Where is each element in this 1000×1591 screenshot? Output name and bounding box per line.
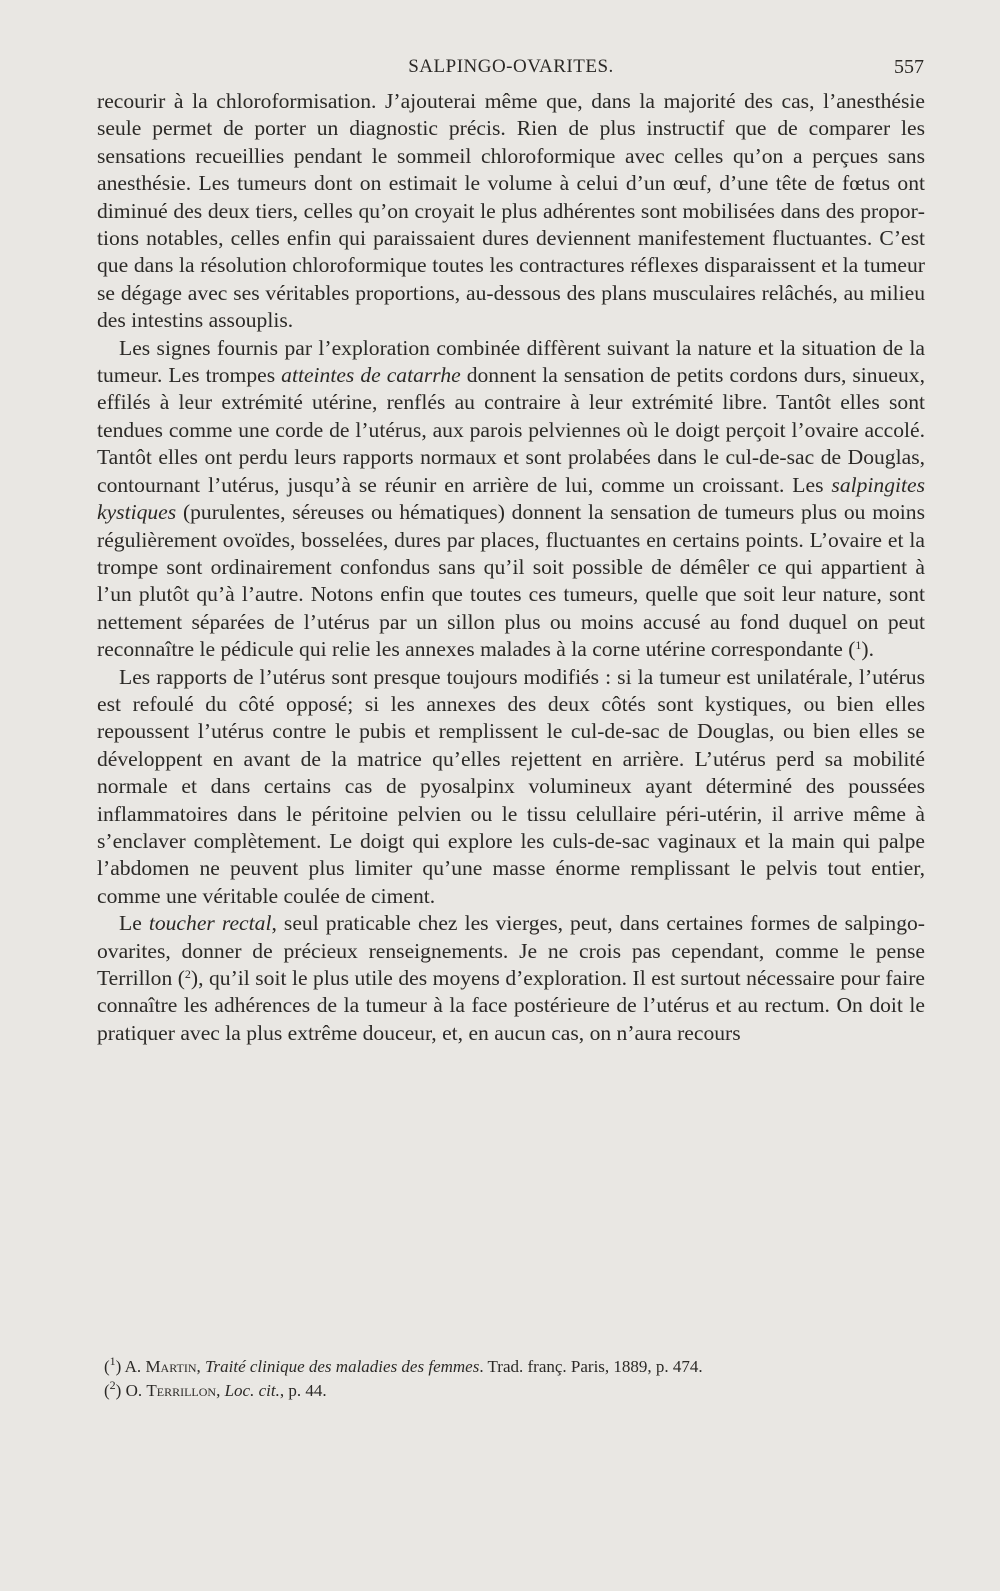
footnote-2-sep: , xyxy=(216,1381,225,1400)
paragraph-4-text-b: , seul praticable chez les vierges, peut, dans certaines formes de salpingo-ovarites, donner de précieux renseignements. Je ne crois pas cependant, comme le pense Terrillon ( xyxy=(97,911,925,990)
body-text xyxy=(97,88,925,1047)
paragraph-4-italic-1: toucher rectal xyxy=(148,911,272,936)
footnote-2: ($^2$) O. Terrillon, Loc. cit., p. 44. xyxy=(104,1378,327,1400)
footnote-1-title: Traité clinique des maladies des femmes xyxy=(205,1357,480,1376)
footnote-1-mark: 1 xyxy=(109,1354,116,1368)
paragraph-2 xyxy=(97,335,925,664)
page-header xyxy=(98,52,924,86)
paragraph-1-text: recourir à la chloroformisation. J’ajouterai même que, dans la majorité des cas, l’anesthésie seule permet de porter un diagnostic précis. Rien de plus instructif que de comparer les sensations recueillies pendant le sommeil chloroformique avec celles qu’on a perçues sans anesthésie. Les tumeurs dont on estimait le volume à celui d’un œuf, d’une tête de fœtus ont diminué des deux tiers, celles qu’on croyait le plus adhérentes sont mobilisées dans des proportions notables, celles enfin qui paraissaient dures deviennent manifestement fluctuantes. C’est que dans la résolution chloroformique toutes les contractures réflexes disparaissent et la tumeur se dégage avec ses véritables proportions, au-dessous des plans musculaires relâchés, au milieu des intestins assouplis. xyxy=(97,89,925,333)
footnote-1: ($^1$) A. Martin, Traité clinique des maladies des femmes. Trad. franç. Paris, 1889, p. 474. xyxy=(104,1354,703,1376)
footnote-2-rest: , p. 44. xyxy=(279,1381,327,1400)
paragraph-2-text-b: donnent la sensation de petits cordons durs, sinueux, effilés à leur extrémité utérine, renflés au contraire à leur extrémité libre. Tantôt elles sont tendues comme une corde de l’utérus, aux parois pelviennes où le doigt perçoit l’ovaire accolé. Tantôt elles ont perdu leurs rapports normaux et sont prolabées dans le cul-de-sac de Douglas, contournant l’utérus, jusqu’à se réunir en arrière de lui, comme un croissant. Les xyxy=(97,363,925,497)
footnote-2-title: Loc. cit. xyxy=(224,1381,280,1400)
paragraph-2-text-d: ). xyxy=(861,637,875,662)
paragraph-4-text-a: Le xyxy=(119,911,149,936)
footnote-1-author: Martin xyxy=(145,1357,197,1376)
footnote-ref-1: 1 xyxy=(855,638,862,653)
running-head: SALPINGO-OVARITES. xyxy=(408,56,614,77)
page-number: 557 xyxy=(894,56,924,78)
footnotes xyxy=(104,1355,924,1403)
paragraph-3-text: Les rapports de l’utérus sont presque toujours modifiés : si la tumeur est unilatérale, l’utérus est refoulé du côté opposé; si les annexes des deux côtés sont kystiques, ou bien elles repoussent l’utérus contre le pubis et remplissent le cul-de-sac de Douglas, ou bien elles se développent en avant de la matrice qu’elles rejettent en arrière. L’utérus perd sa mobilité normale et dans certains cas de pyosalpinx volumineux ayant déterminé des poussées inflammatoires dans le péritoine pelvien ou le tissu celullaire péri-utérin, il arrive même à s’enclaver complètement. Le doigt qui explore les culs-de-sac vaginaux et la main qui palpe l’abdomen ne peuvent plus limiter qu’une masse énorme remplissant le pelvis tout entier, comme une véritable coulée de ciment. xyxy=(97,664,925,908)
footnote-1-initial: A. xyxy=(124,1357,146,1376)
paragraph-4-text-c: ), qu’il soit le plus utile des moyens d’exploration. Il est surtout nécessaire pour faire connaître les adhérences de la tumeur à la face postérieure de l’utérus et au rectum. On doit le pratiquer avec la plus extrême douceur, et, en aucun cas, on n’aura recours xyxy=(97,966,925,1045)
footnote-1-sep: , xyxy=(196,1357,205,1376)
paragraph-3 xyxy=(97,664,925,911)
paragraph-4 xyxy=(97,910,925,1047)
footnote-ref-2: 2 xyxy=(184,967,191,981)
paragraph-1 xyxy=(97,88,925,335)
footnote-1-rest: . Trad. franç. Paris, 1889, p. 474. xyxy=(479,1357,703,1376)
footnote-2-author: Terrillon xyxy=(146,1381,217,1400)
paragraph-2-text-a: Les signes fournis par l’exploration combinée diffèrent suivant la nature et la situation de la tumeur. Les trompes xyxy=(97,335,925,388)
paragraph-2-italic-1: atteintes de catarrhe xyxy=(281,363,461,388)
paragraph-2-italic-2: salpingites kystiques xyxy=(97,472,925,525)
footnote-2-initial: O. xyxy=(125,1381,147,1400)
footnote-2-mark: 2 xyxy=(109,1378,116,1392)
paragraph-2-text-c: (purulentes, séreuses ou hématiques) donnent la sensation de tumeurs plus ou moins régulièrement ovoïdes, bosselées, dures par places, fluctuantes en certains points. L’ovaire et la trompe sont ordinairement confondus sans qu’il soit possible de démêler ce qui appartient à l’un plutôt qu’à l’autre. Notons enfin que toutes ces tumeurs, quelle que soit leur nature, sont nettement séparées de l’utérus par un sillon plus ou moins accusé au fond duquel on peut reconnaître le pédicule qui relie les annexes malades à la corne utérine correspondante ( xyxy=(97,500,925,662)
